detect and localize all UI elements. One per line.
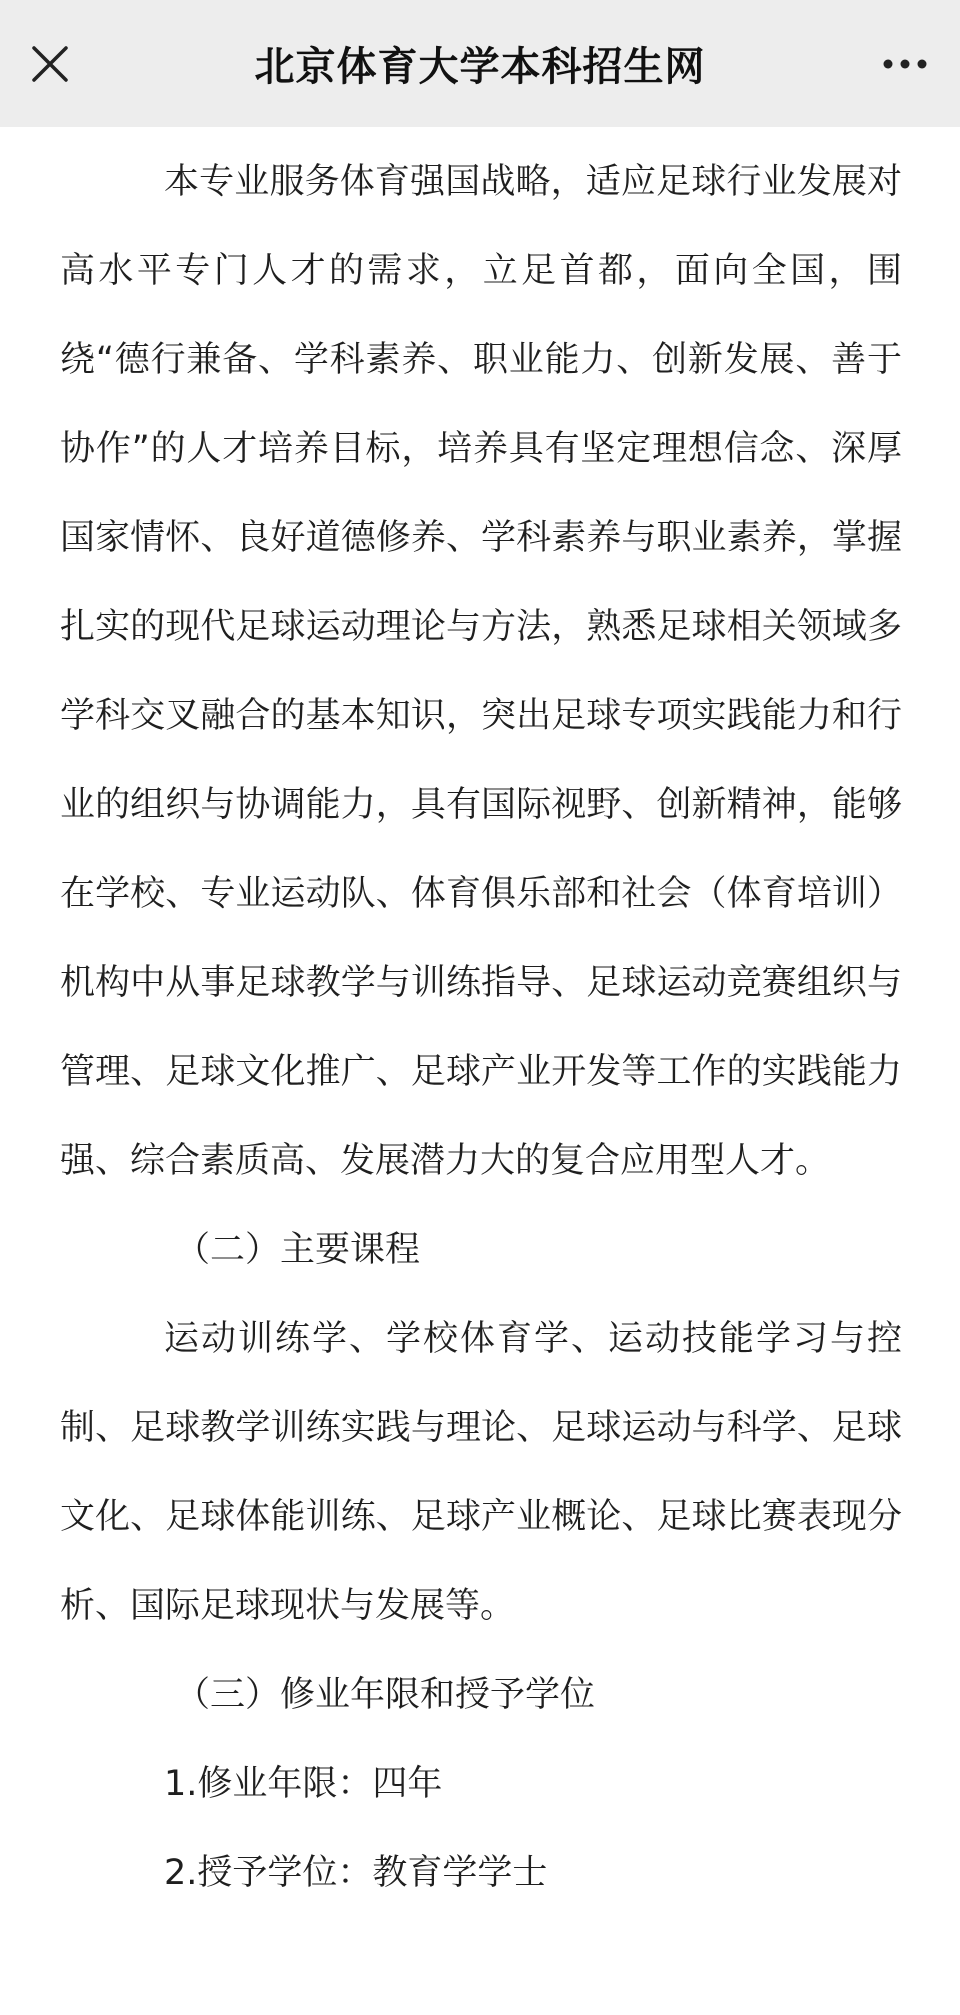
more-dots-icon [880, 44, 930, 84]
degree-item: 2.授予学位：教育学学士 [164, 1853, 548, 1893]
close-icon [30, 44, 70, 84]
duration-item: 1.修业年限：四年 [164, 1764, 443, 1804]
close-button[interactable] [30, 44, 70, 84]
article-content [0, 138, 960, 1918]
top-navigation-bar [0, 0, 960, 127]
page-title: 北京体育大学本科招生网 [254, 44, 706, 90]
courses-paragraph: 运动训练学、学校体育学、运动技能学习与控制、足球教学训练实践与理论、足球运动与科学、足球文化、足球体能训练、足球产业概论、足球比赛表现分析、国际足球现状与发展等。 [60, 1319, 902, 1626]
more-options-button[interactable] [880, 44, 930, 84]
section-heading-courses: （二）主要课程 [175, 1230, 421, 1270]
section-heading-duration-degree: （三）修业年限和授予学位 [175, 1675, 596, 1715]
intro-paragraph: 本专业服务体育强国战略，适应足球行业发展对高水平专门人才的需求，立足首都，面向全国，围绕“德行兼备、学科素养、职业能力、创新发展、善于协作”的人才培养目标，培养具有坚定理想信念、深厚国家情怀、良好道德修养、学科素养与职业素养，掌握扎实的现代足球运动理论与方法，熟悉足球相关领域多学科交叉融合的基本知识，突出足球专项实践能力和行业的组织与协调能力，具有国际视野、创新精神，能够在学校、专业运动队、体育俱乐部和社会（体育培训）机构中从事足球教学与训练指导、足球运动竞赛组织与管理、足球文化推广、足球产业开发等工作的实践能力强、综合素质高、发展潜力大的复合应用型人才。 [60, 162, 902, 1181]
